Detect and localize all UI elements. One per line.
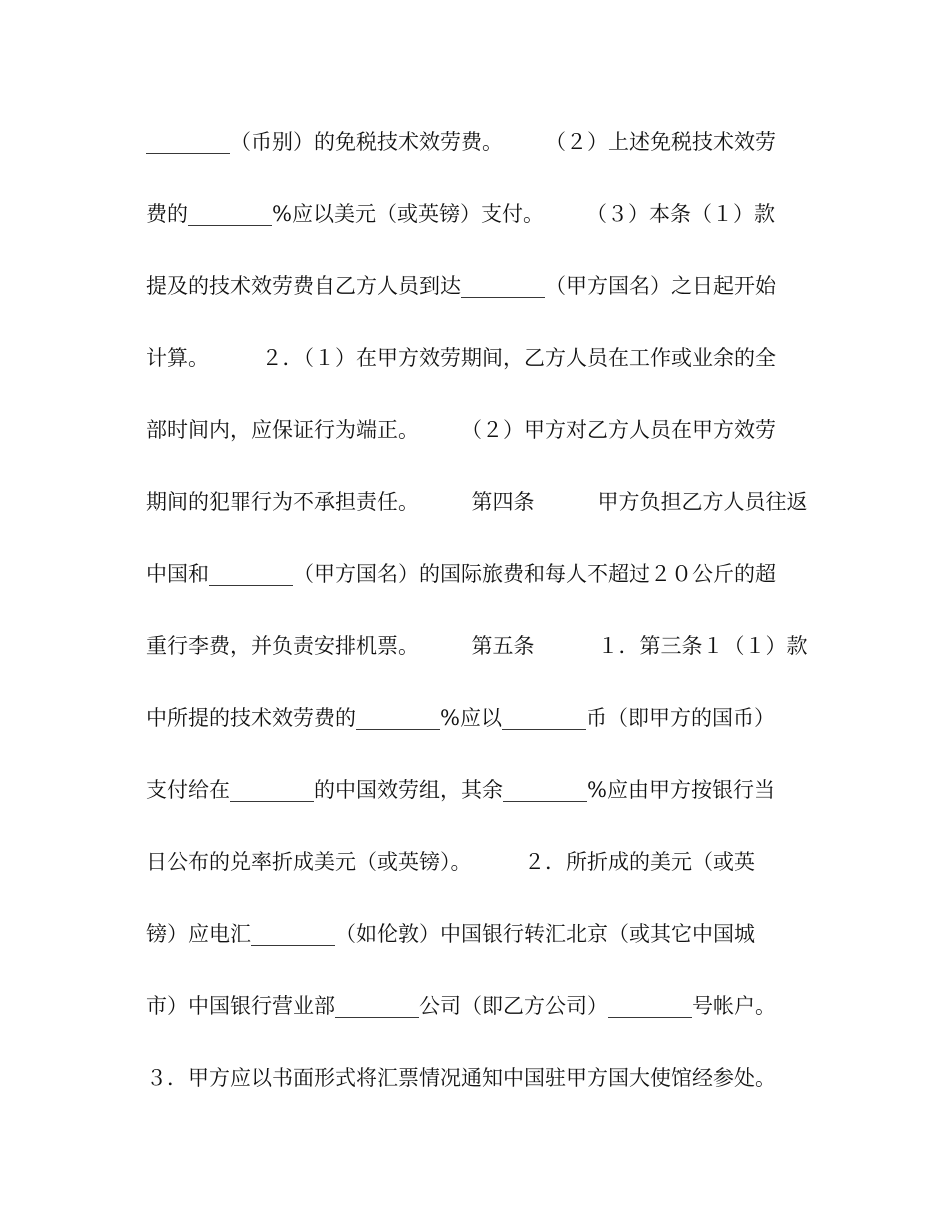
text-line-2: 费的________%应以美元（或英镑）支付。 （３）本条（１）款 xyxy=(146,202,775,226)
contract-text xyxy=(146,120,806,1128)
text-line-14: ３．甲方应以书面形式将汇票情况通知中国驻甲方国大使馆经参处。 xyxy=(146,1066,776,1090)
text-line-4: 计算。 ２．（１）在甲方效劳期间，乙方人员在工作或业余的全 xyxy=(146,346,776,370)
text-line-10: 支付给在________的中国效劳组，其余________%应由甲方按银行当 xyxy=(146,778,775,802)
text-line-12: 镑）应电汇________（如伦敦）中国银行转汇北京（或其它中国城 xyxy=(146,922,755,946)
text-line-5: 部时间内，应保证行为端正。 （２）甲方对乙方人员在甲方效劳 xyxy=(146,418,776,442)
text-line-11: 日公布的兑率折成美元（或英镑）。 ２．所折成的美元（或英 xyxy=(146,850,755,874)
text-line-8: 重行李费，并负责安排机票。 第五条 １．第三条１（１）款 xyxy=(146,634,808,658)
text-line-1: ________（币别）的免税技术效劳费。 （２）上述免税技术效劳 xyxy=(146,130,776,154)
text-line-13: 市）中国银行营业部________公司（即乙方公司）________号帐户。 xyxy=(146,994,776,1018)
text-line-9: 中所提的技术效劳费的________%应以________币（即甲方的国币） xyxy=(146,706,775,730)
text-line-7: 中国和________（甲方国名）的国际旅费和每人不超过２０公斤的超 xyxy=(146,562,776,586)
text-line-6: 期间的犯罪行为不承担责任。 第四条 甲方负担乙方人员往返 xyxy=(146,490,808,514)
text-line-3: 提及的技术效劳费自乙方人员到达________（甲方国名）之日起开始 xyxy=(146,274,776,298)
